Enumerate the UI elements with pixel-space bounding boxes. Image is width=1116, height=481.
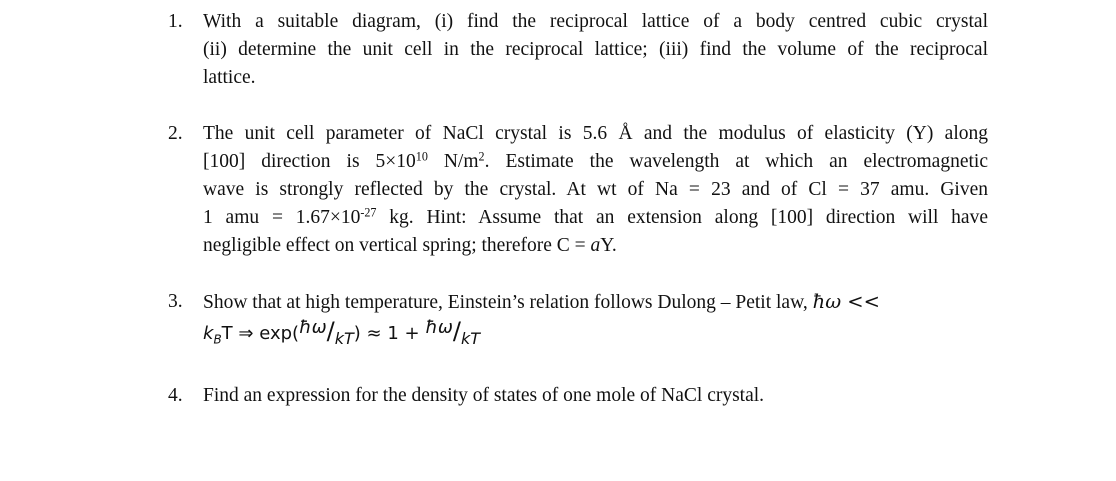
question-2 — [168, 120, 988, 260]
text-run: N/m — [427, 151, 479, 172]
math-text: ) ≈ 1 + — [353, 323, 426, 344]
math-expression: ħω << — [812, 290, 880, 313]
fraction-slash: / — [326, 317, 335, 345]
text-run: [100] direction is 5×10 — [203, 151, 416, 172]
fraction-numerator: ħω — [299, 317, 327, 338]
text-run: Show that at high temperature, Einstein’s relation follows Dulong – Petit law, — [203, 292, 813, 313]
math-subscript: B — [213, 332, 222, 347]
exponent: -27 — [360, 205, 377, 220]
question-number: 4. — [168, 385, 183, 406]
question-text — [203, 120, 988, 260]
variable: a — [590, 235, 601, 256]
fraction-slash: / — [452, 317, 462, 345]
text-run: . Estimate the wavelength at which an electromagnetic — [484, 151, 988, 172]
question-text — [203, 382, 988, 410]
question-number: 2. — [168, 123, 183, 144]
question-line — [203, 204, 988, 232]
math-equation — [203, 317, 988, 351]
question-number: 3. — [168, 291, 183, 312]
text-run: 1 amu = 1.67×10 — [203, 207, 361, 228]
fraction-numerator: ħω — [425, 317, 453, 338]
math-symbol: k — [203, 323, 214, 344]
question-4 — [168, 382, 988, 410]
question-line — [203, 288, 988, 317]
question-3 — [168, 288, 988, 351]
exponent: 2 — [478, 149, 485, 164]
question-line: (ii) determine the unit cell in the reciprocal lattice; (iii) find the volume of the reciprocal — [203, 39, 988, 60]
text-run: Y. — [600, 235, 617, 256]
question-line: wave is strongly reflected by the crystal. At wt of Na = 23 and of Cl = 37 amu. Given — [203, 179, 988, 200]
question-line: Find an expression for the density of states of one mole of NaCl crystal. — [203, 385, 765, 406]
math-text: T ⇒ exp( — [221, 323, 300, 344]
fraction-denominator: kT — [334, 329, 354, 348]
question-line — [203, 148, 988, 176]
question-1 — [168, 8, 988, 92]
question-number: 1. — [168, 11, 183, 32]
question-line: With a suitable diagram, (i) find the reciprocal lattice of a body centred cubic crystal — [203, 11, 988, 32]
text-run: kg. Hint: Assume that an extension along [100] direction will have — [376, 207, 988, 228]
text-run: negligible effect on vertical spring; therefore C = — [203, 235, 591, 256]
question-line: lattice. — [203, 67, 256, 88]
question-text — [203, 8, 988, 92]
question-line — [203, 232, 988, 260]
fraction-denominator: kT — [461, 329, 481, 348]
question-line: The unit cell parameter of NaCl crystal is 5.6 Å and the modulus of elasticity (Y) along — [203, 123, 988, 144]
question-text — [203, 288, 988, 351]
exponent: 10 — [415, 149, 428, 164]
